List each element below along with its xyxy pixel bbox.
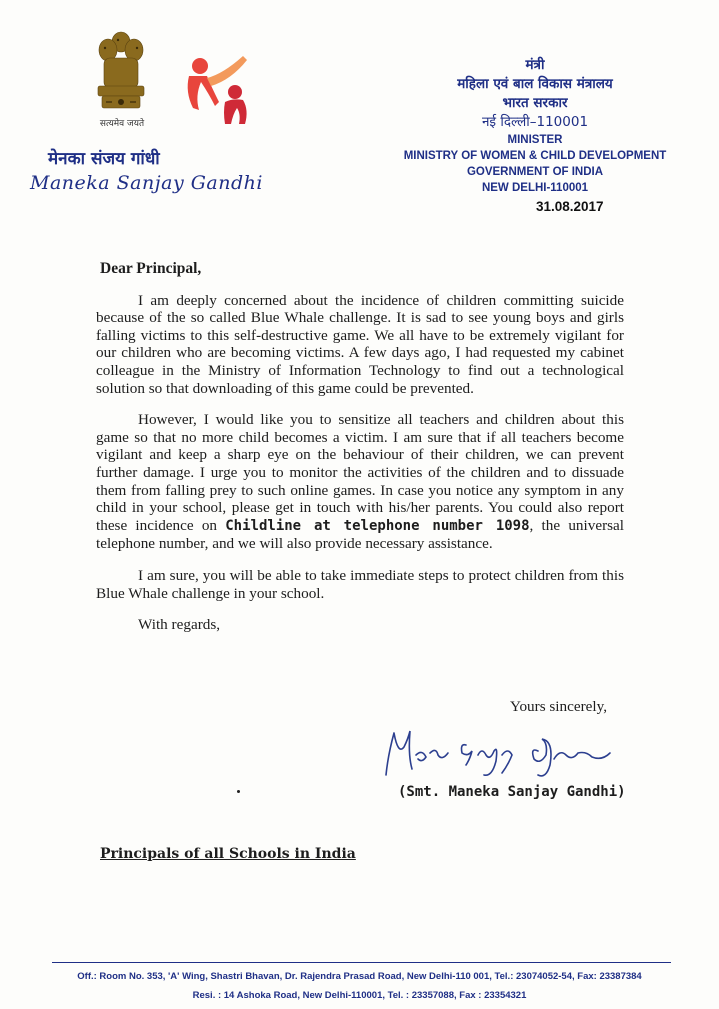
paragraph-2 [96,411,624,553]
letter-body [96,260,624,634]
handwritten-signature [378,725,628,785]
salutation: Dear Principal, [100,260,202,277]
office-address: Off.: Room No. 353, 'A' Wing, Shastri Bhavan, Dr. Rajendra Prasad Road, New Delhi-110 001, Tel.: 23074052-54, Fax: 23387384 [77,971,642,982]
paragraph-2-text-start: However, I would like you to sensitize all teachers and children about this game so that no more child becomes a victim. I am sure that if all teachers become vigilant and keep a sharp eye on the behaviour of their children, we can prevent further damage. I urge you to monitor the activities of the children and to dissuade them from falling prey to such online games. In case you notice any symptom in any child in your school, please get in touch with his/her parents. You could also report these incidence on [96,411,624,534]
footer-divider [52,962,671,963]
hindi-line-title: मंत्री [525,57,545,73]
english-line-government: GOVERNMENT OF INDIA [466,166,604,178]
hindi-line-city: नई दिल्ली–110001 [481,114,589,130]
ministry-heading [385,56,685,196]
childline-number: Childline at telephone number 1098 [225,517,530,534]
regards-line: With regards, [138,616,221,634]
english-line-city: NEW DELHI-110001 [481,182,589,194]
motto-text: सत्यमेव जयते [99,119,145,129]
paragraph-1: I am deeply concerned about the incidence of children committing suicide because of the so called Blue Whale challenge. It is sad to see young boys and girls falling victims to this self-destructive game. We all have to be extremely vigilant for our children who are becoming victims. A few days ago, I had requested my cabinet colleague in the Ministry of Information Technology to find out a technological solution so that downloading of this game could be prevented. [96,291,624,397]
ministry-logo-icon [183,52,263,130]
paragraph-3: I am sure, you will be able to take immediate steps to protect children from this Blue Whale challenge in your school. [96,566,624,602]
closing-line: Yours sincerely, [510,698,608,715]
paragraph-2-text-end: , the universal telephone number, and we will also provide necessary assistance. [96,516,624,553]
hindi-line-ministry: महिला एवं बाल विकास मंत्रालय [457,76,613,92]
ink-dot [237,790,240,793]
hindi-line-government: भारत सरकार [502,95,568,111]
addressee: Principals of all Schools in India [100,846,356,862]
letter-date: 31.08.2017 [536,199,604,214]
english-line-title: MINISTER [507,134,563,146]
residence-address: Resi. : 14 Ashoka Road, New Delhi-110001, Tel. : 23357088, Fax : 23354321 [192,990,527,1001]
minister-name-hindi: मेनका संजय गांधी [48,149,160,169]
signatory-name: (Smt. Maneka Sanjay Gandhi) [398,784,626,800]
national-emblem-icon [92,28,150,128]
minister-name-english: Maneka Sanjay Gandhi [30,172,263,194]
english-line-ministry: MINISTRY OF WOMEN & CHILD DEVELOPMENT [403,150,667,162]
